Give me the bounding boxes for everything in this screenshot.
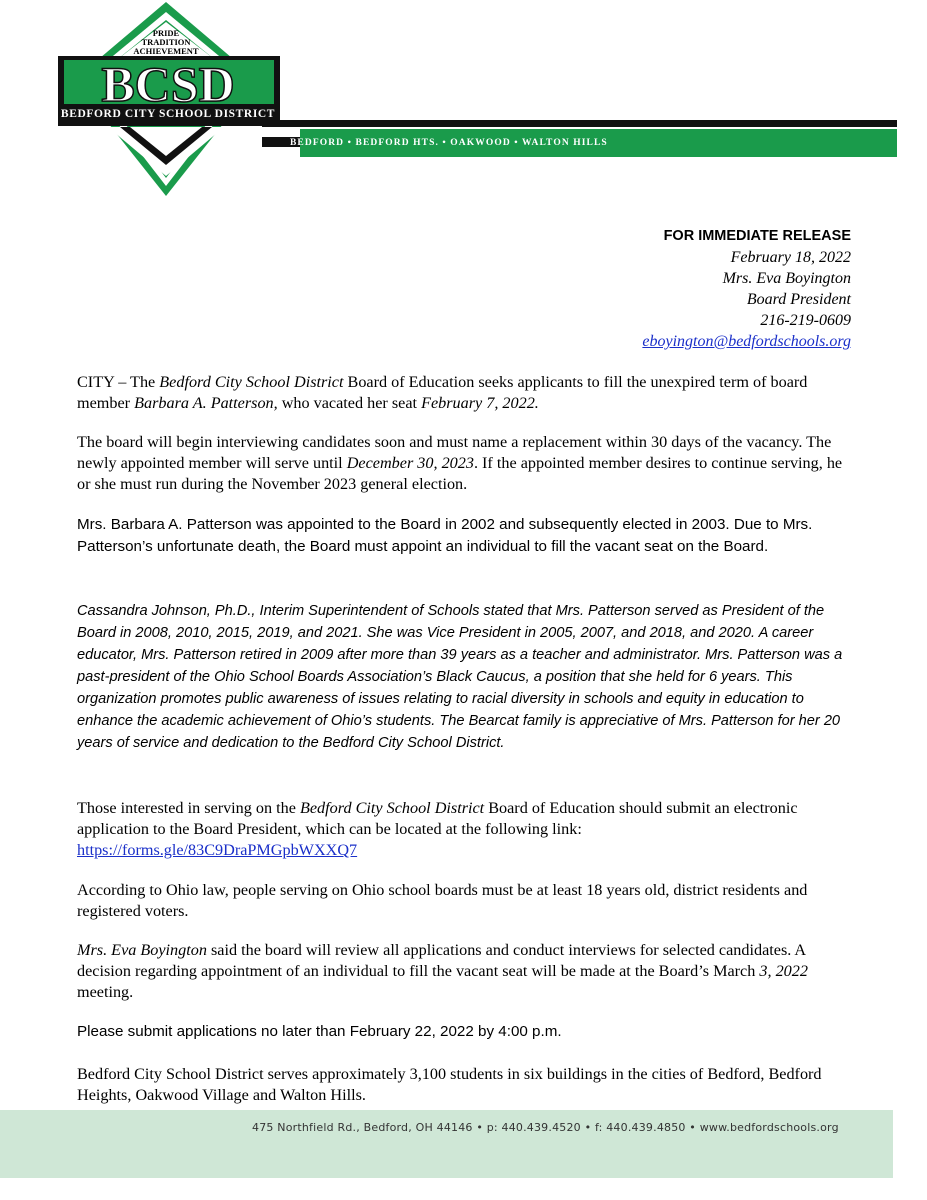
logo-tagline-pride: PRIDE: [152, 28, 180, 38]
p5-district: Bedford City School District: [299, 799, 485, 817]
paragraph-6: According to Ohio law, people serving on Ohio school boards must be at least 18 years old, district residents and registered voters.: [77, 881, 808, 920]
paragraph-9: Bedford City School District serves approximately 3,100 students in six buildings in the cities of Bedford, Bedford Heights, Oakwood Village and Walton Hills.: [77, 1065, 822, 1104]
contact-email-link[interactable]: eboyington@bedfordschools.org: [642, 333, 851, 350]
contact-phone: 216-219-0609: [760, 312, 851, 329]
paragraph-8: Please submit applications no later than February 22, 2022 by 4:00 p.m.: [77, 1023, 562, 1040]
paragraph-7: [77, 940, 857, 1003]
paragraph-3: Mrs. Barbara A. Patterson was appointed to the Board in 2002 and subsequently elected in 2003. Due to Mrs. Patterson’s unfortunate death, the Board must appoint an individual to fill the vacant seat on the Board.: [77, 516, 813, 555]
release-heading: FOR IMMEDIATE RELEASE: [663, 228, 851, 244]
p5-text: Those interested in serving on the: [77, 799, 300, 817]
header-rule-black: [262, 120, 897, 127]
p2-text-2: . If the appointed member desires to continue serving, he or she must run during the November 2023 general election.: [77, 454, 843, 493]
p5-text-2: Board of Education should submit an electronic application to the Board President, which can be located at the following link:: [77, 799, 798, 838]
footer-address: 475 Northfield Rd., Bedford, OH 44146 • p: 440.439.4520 • f: 440.439.4850 • www.bedfordschools.org: [252, 1121, 839, 1134]
p1-member: Barbara A. Patterson,: [134, 394, 278, 412]
p7-text: said the board will review all applications and conduct interviews for selected candidates. A decision regarding appointment of an individual to fill the vacant seat will be made at the Board’s March: [77, 941, 806, 980]
logo-tagline-tradition: TRADITION: [141, 37, 191, 47]
p1-date: February 7, 2022.: [421, 394, 539, 412]
header-cities: BEDFORD • BEDFORD HTS. • OAKWOOD • WALTON HILLS: [290, 138, 608, 148]
p2-date: December 30, 2023: [346, 454, 474, 472]
p1-district: Bedford City School District: [159, 373, 344, 391]
paragraph-2: [77, 432, 857, 495]
paragraph-5: [77, 798, 857, 861]
logo-tagline-achievement: ACHIEVEMENT: [133, 46, 199, 56]
contact-name: Mrs. Eva Boyington: [722, 270, 851, 287]
paragraph-1: [77, 372, 857, 414]
application-form-link[interactable]: https://forms.gle/83C9DraPMGpbWXXQ7: [77, 841, 358, 859]
contact-title: Board President: [746, 291, 851, 308]
p1-text: CITY – The: [77, 373, 160, 391]
p7-date: 3, 2022: [759, 962, 808, 980]
paragraph-4: Cassandra Johnson, Ph.D., Interim Superintendent of Schools stated that Mrs. Patterson served as President of the Board in 2008, 2010, 2015, 2019, and 2021. She was Vice President in 2005, 2007, and 2018, and 2020. A career educator, Mrs. Patterson retired in 2009 after more than 39 years as a teacher and administrator. Mrs. Patterson was a past-president of the Ohio School Boards Association’s Black Caucus, a position that she held for 6 years. This organization promotes public awareness of issues relating to racial diversity in schools and equity in education to enhance the academic achievement of Ohio’s students. The Bearcat family is appreciative of Mrs. Patterson for her 20 years of service and dedication to the Bedford City School District.: [77, 603, 843, 751]
p1-text-3: who vacated her seat: [277, 394, 422, 412]
logo-initials: BCSD: [101, 56, 235, 112]
p7-name: Mrs. Eva Boyington: [77, 941, 207, 959]
p7-text-2: meeting.: [77, 983, 134, 1001]
release-date: February 18, 2022: [730, 249, 851, 266]
release-info: [642, 226, 851, 352]
district-logo: [0, 0, 300, 200]
p2-text: The board will begin interviewing candidates soon and must name a replacement within 30 days of the vacancy. The newly appointed member will serve until: [77, 433, 832, 472]
logo-district-name: BEDFORD CITY SCHOOL DISTRICT: [60, 108, 276, 120]
p1-text-2: Board of Education seeks applicants to fill the unexpired term of board member: [77, 373, 808, 412]
